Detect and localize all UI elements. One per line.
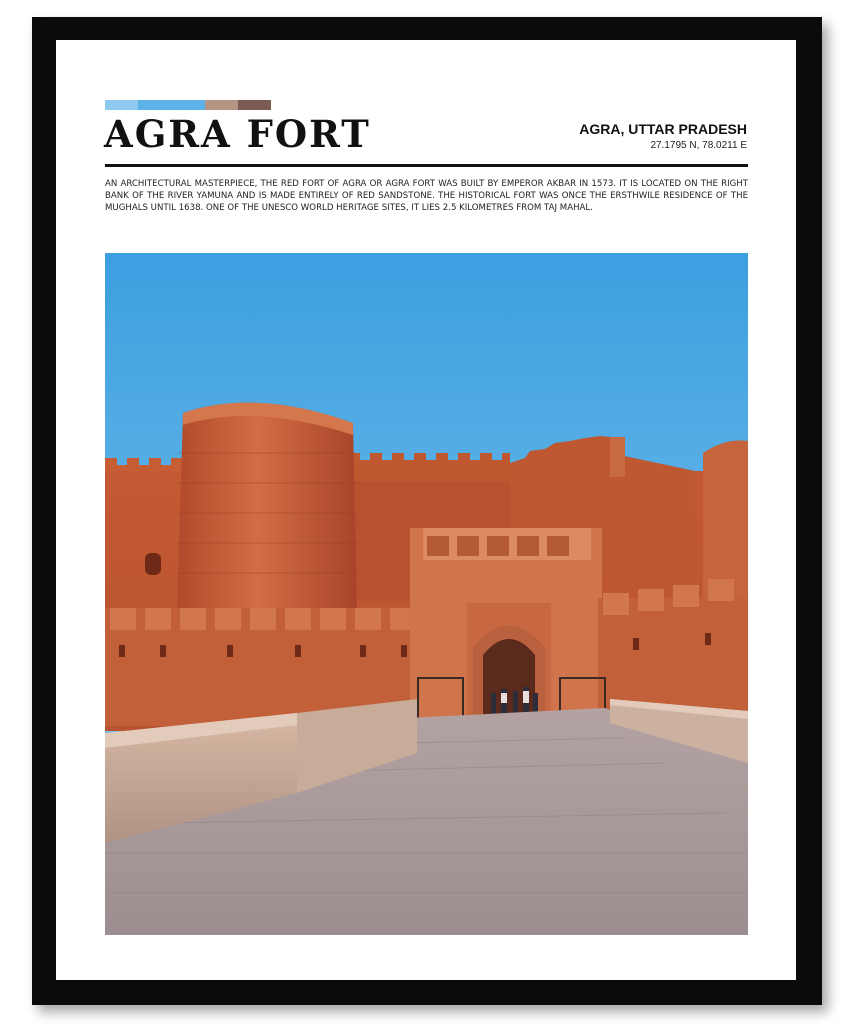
color-palette xyxy=(105,100,271,110)
fort-photo xyxy=(105,253,748,935)
palette-swatch xyxy=(238,100,271,110)
title-divider xyxy=(105,164,748,167)
palette-swatch xyxy=(205,100,238,110)
location-block xyxy=(579,121,747,151)
poster-title: AGRA FORT xyxy=(104,112,371,156)
location-coordinates: 27.1795 N, 78.0211 E xyxy=(650,140,747,151)
palette-swatch xyxy=(105,100,138,110)
location-name: AGRA, UTTAR PRADESH xyxy=(579,121,747,137)
description-text: AN ARCHITECTURAL MASTERPIECE, THE RED FORT OF AGRA OR AGRA FORT WAS BUILT BY EMPEROR AKBAR IN 1573. IT IS LOCATED ON THE RIGHT BANK OF THE RIVER YAMUNA AND IS MADE ENTIRELY OF RED SANDSTONE. THE HISTORICAL FORT WAS ONCE THE ERSTHWILE RESIDENCE OF THE MUGHALS UNTIL 1638. ONE OF THE UNESCO WORLD HERITAGE SITES, IT LIES 2.5 KILOMETRES FROM TAJ MAHAL. xyxy=(105,179,748,213)
palette-swatch xyxy=(138,100,205,110)
